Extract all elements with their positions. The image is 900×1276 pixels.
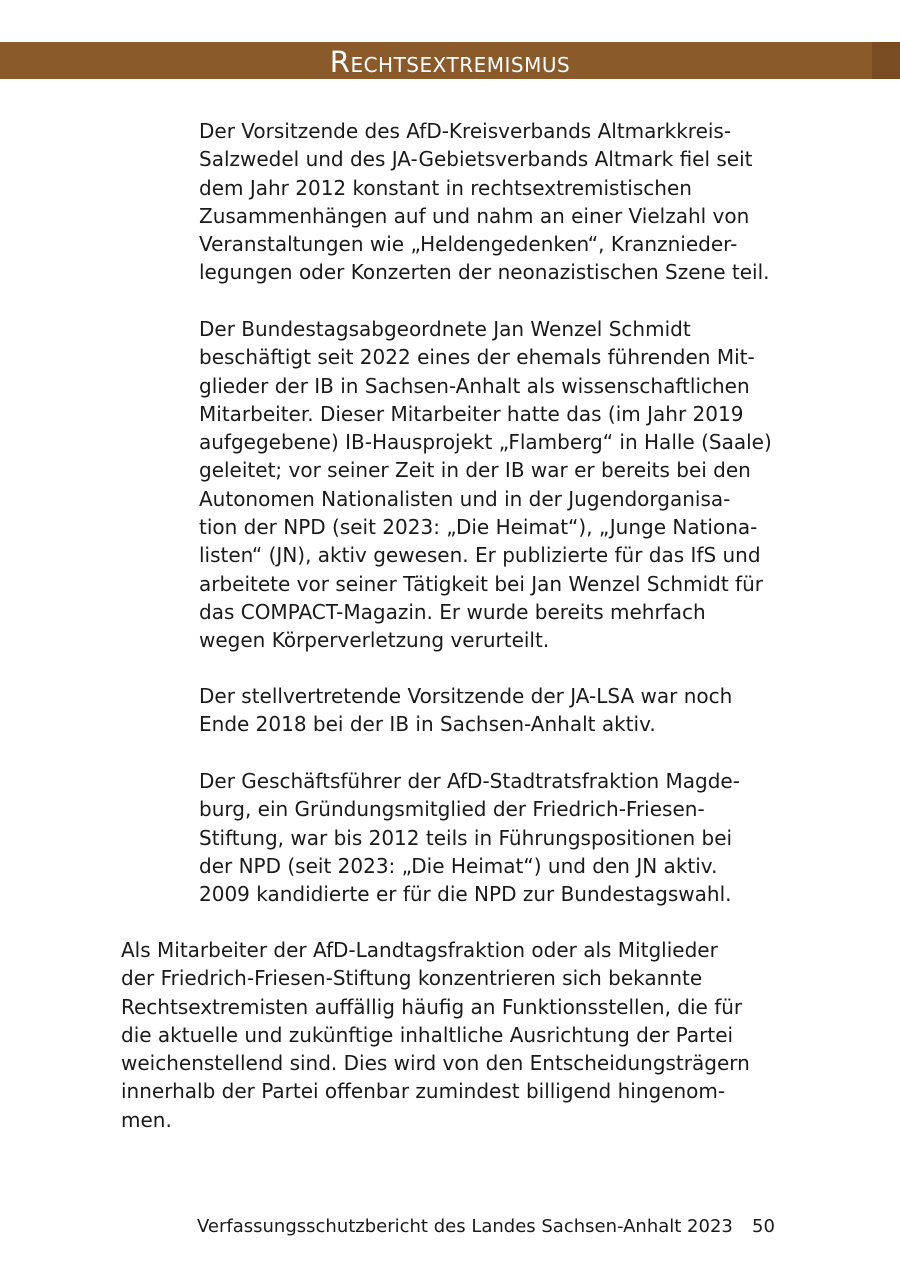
paragraph-jan-wenzel-schmidt: Der Bundestagsabgeordnete Jan Wenzel Schmidt beschäftigt seit 2022 eines der ehemals führenden Mit- glieder der IB in Sachsen-Anhalt als wissenschaftlichen Mitarbeiter. Dieser Mitarbeiter hatte das (im Jahr 2019 aufgegebene) IB-Hausprojekt „Flamberg“ in Halle (Saale) geleitet; vor seiner Zeit in der IB war er bereits bei den Autonomen Nationalisten und in der Jugendorganisa- tion der NPD (seit 2023: „Die Heimat“), „Junge Nationa- listen“ (JN), aktiv gewesen. Er publizierte für das IfS und arbeitete vor seiner Tätigkeit bei Jan Wenzel Schmidt für das COMPACT-Magazin. Er wurde bereits mehrfach wegen Körperverletzung verurteilt. (199, 317, 772, 653)
section-title: Rechtsextremismus (329, 45, 571, 79)
footer-publication-title: Verfassungsschutzbericht des Landes Sachsen-Anhalt 2023 (197, 1216, 733, 1237)
paragraph-kreisverband-altmark: Der Vorsitzende des AfD-Kreisverbands Altmarkkreis- Salzwedel und des JA-Gebietsverbands Altmark fiel seit dem Jahr 2012 konstant in rechtsextremistischen Zusammenhängen auf und nahm an einer Vielzahl von Veranstaltungen wie „Heldengedenken“, Kranznieder- legungen oder Konzerten der neonazistischen Szene teil. (199, 119, 770, 285)
page-number: 50 (752, 1216, 775, 1237)
paragraph-ja-lsa: Der stellvertretende Vorsitzende der JA-LSA war noch Ende 2018 bei der IB in Sachsen-Anhalt aktiv. (199, 684, 733, 737)
paragraph-stadtratsfraktion-magdeburg: Der Geschäftsführer der AfD-Stadtratsfraktion Magde- burg, ein Gründungsmitglied der Friedrich-Friesen- Stiftung, war bis 2012 teils in Führungspositionen bei der NPD (seit 2023: „Die Heimat“) und den JN aktiv. 2009 kandidierte er für die NPD zur Bundestagswahl. (199, 769, 740, 907)
paragraph-summary: Als Mitarbeiter der AfD-Landtagsfraktion oder als Mitglieder der Friedrich-Friesen-Stiftung konzentrieren sich bekannte Rechtsextremisten auffällig häufig an Funktionsstellen, die für die aktuelle und zukünftige inhaltliche Ausrichtung der Partei weichenstellend sind. Dies wird von den Entscheidungsträgern innerhalb der Partei offenbar zumindest billigend hingenom- men. (121, 938, 750, 1132)
